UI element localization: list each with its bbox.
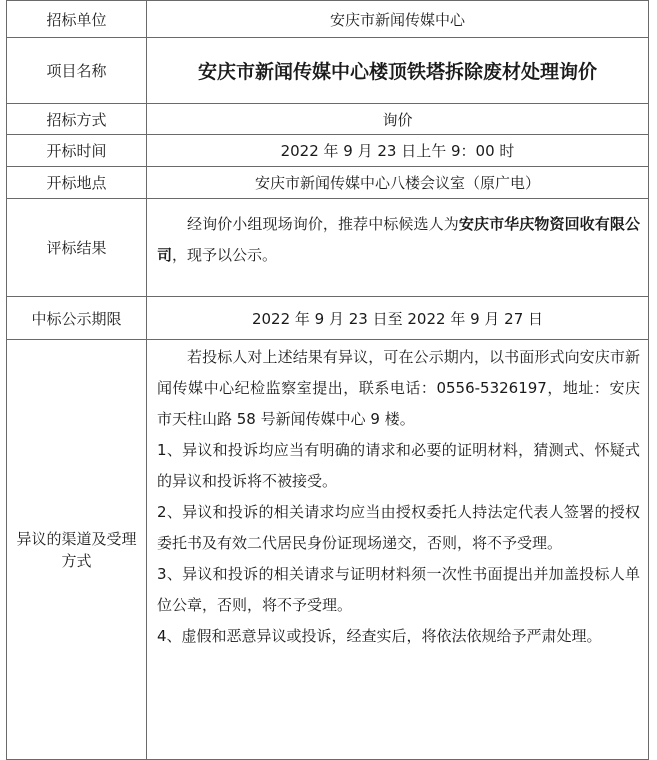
row-bid-method xyxy=(7,104,649,135)
label-evaluation-result: 评标结果 xyxy=(7,199,147,297)
value-opening-place: 安庆市新闻传媒中心八楼会议室（原广电） xyxy=(147,167,649,199)
value-publicity-period: 2022 年 9 月 23 日至 2022 年 9 月 27 日 xyxy=(147,297,649,340)
value-opening-time: 2022 年 9 月 23 日上午 9：00 时 xyxy=(147,135,649,167)
row-publicity-period xyxy=(7,297,649,340)
label-bid-method: 招标方式 xyxy=(7,104,147,135)
label-opening-place: 开标地点 xyxy=(7,167,147,199)
row-opening-time xyxy=(7,135,649,167)
objection-item-3: 3、异议和投诉的相关请求与证明材料须一次性书面提出并加盖投标人单位公章，否则，将不予受理。 xyxy=(157,565,640,614)
row-opening-place xyxy=(7,167,649,199)
row-project-name xyxy=(7,38,649,104)
row-bidder-unit xyxy=(7,1,649,38)
label-publicity-period: 中标公示期限 xyxy=(7,297,147,340)
evaluation-text-after: ，现予以公示。 xyxy=(172,246,278,264)
value-evaluation-result xyxy=(147,199,649,297)
label-bidder-unit: 招标单位 xyxy=(7,1,147,38)
objection-item-1: 1、异议和投诉均应当有明确的请求和必要的证明材料，猜测式、怀疑式的异议和投诉将不被接受。 xyxy=(157,441,640,490)
label-opening-time: 开标时间 xyxy=(7,135,147,167)
evaluation-result-text xyxy=(147,199,648,271)
row-objection xyxy=(7,340,649,760)
winning-bidder-name: 安庆市华庆物资回收有限公司 xyxy=(157,215,640,264)
value-bid-method: 询价 xyxy=(147,104,649,135)
row-evaluation-result xyxy=(7,199,649,297)
objection-intro: 若投标人对上述结果有异议，可在公示期内，以书面形式向安庆市新闻传媒中心纪检监察室提出，联系电话：0556-5326197，地址：安庆市天柱山路 58 号新闻传媒中心 9 楼。 xyxy=(157,348,640,428)
bid-result-table xyxy=(6,0,649,760)
value-objection xyxy=(147,340,649,760)
value-project-name: 安庆市新闻传媒中心楼顶铁塔拆除废材处理询价 xyxy=(147,38,649,104)
value-bidder-unit: 安庆市新闻传媒中心 xyxy=(147,1,649,38)
evaluation-text-before: 经询价小组现场询价，推荐中标候选人为 xyxy=(187,215,459,233)
label-project-name: 项目名称 xyxy=(7,38,147,104)
objection-item-2: 2、异议和投诉的相关请求均应当由授权委托人持法定代表人签署的授权委托书及有效二代居民身份证现场递交，否则，将不予受理。 xyxy=(157,503,640,552)
label-objection: 异议的渠道及受理方式 xyxy=(7,340,147,760)
objection-item-4: 4、虚假和恶意异议或投诉，经查实后，将依法依规给予严肃处理。 xyxy=(157,627,602,645)
